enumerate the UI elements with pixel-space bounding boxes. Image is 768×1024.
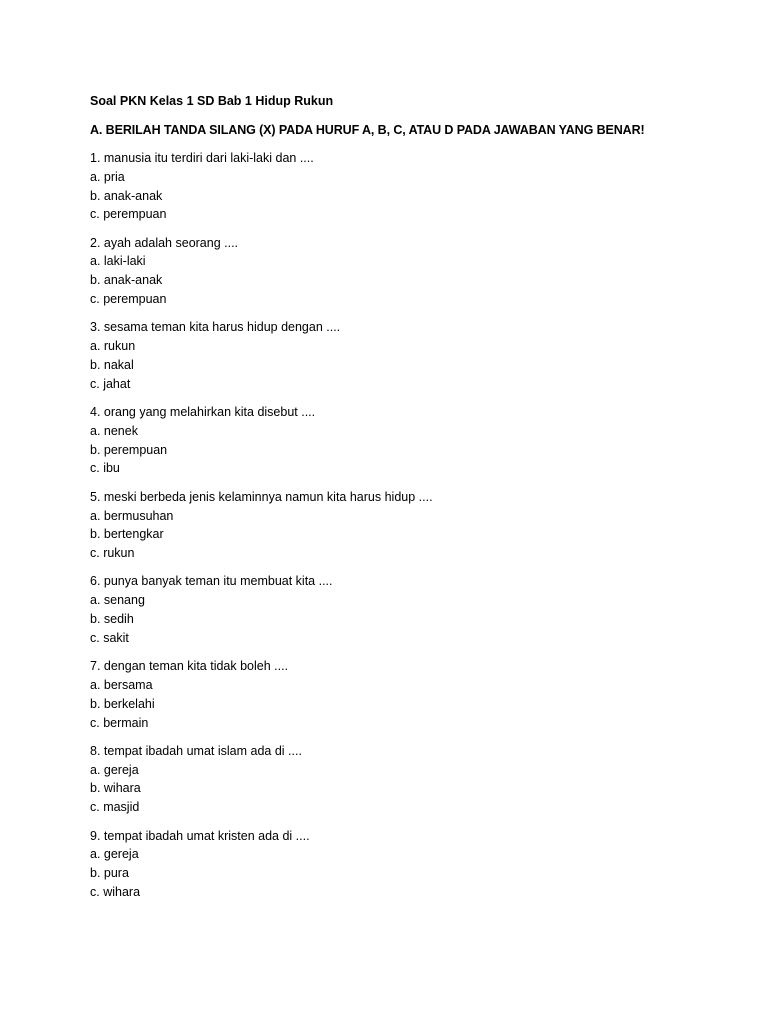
answer-option: c. ibu	[90, 461, 120, 476]
answer-option: c. perempuan	[90, 292, 167, 307]
answer-option: b. berkelahi	[90, 696, 155, 711]
answer-option: c. masjid	[90, 800, 140, 815]
answer-option: b. anak-anak	[90, 188, 163, 203]
answer-option: a. rukun	[90, 339, 136, 354]
answer-option: a. nenek	[90, 423, 138, 438]
document-page	[90, 92, 730, 902]
question-block	[90, 742, 730, 817]
question-block	[90, 403, 730, 478]
question-text: 6. punya banyak teman itu membuat kita ....	[90, 574, 333, 589]
answer-option: a. gereja	[90, 762, 139, 777]
question-text: 9. tempat ibadah umat kristen ada di ....	[90, 828, 310, 843]
question-text: 3. sesama teman kita harus hidup dengan ....	[90, 320, 341, 335]
section-heading: A. BERILAH TANDA SILANG (X) PADA HURUF A, B, C, ATAU D PADA JAWABAN YANG BENAR!	[90, 122, 645, 137]
question-text: 1. manusia itu terdiri dari laki-laki dan ....	[90, 151, 314, 165]
question-block	[90, 149, 730, 224]
document-title: Soal PKN Kelas 1 SD Bab 1 Hidup Rukun	[90, 94, 334, 108]
answer-option: c. rukun	[90, 546, 135, 561]
answer-option: b. nakal	[90, 357, 134, 372]
answer-option: c. sakit	[90, 630, 129, 645]
question-block	[90, 657, 730, 732]
answer-option: a. senang	[90, 593, 145, 608]
answer-option: b. anak-anak	[90, 273, 163, 288]
answer-option: b. wihara	[90, 781, 141, 796]
question-text: 8. tempat ibadah umat islam ada di ....	[90, 743, 302, 758]
question-text: 2. ayah adalah seorang ....	[90, 235, 239, 250]
answer-option: a. gereja	[90, 847, 139, 862]
answer-option: a. bersama	[90, 677, 153, 692]
answer-option: b. perempuan	[90, 442, 168, 457]
answer-option: c. perempuan	[90, 207, 167, 222]
answer-option: b. pura	[90, 866, 129, 881]
question-list	[90, 149, 730, 902]
question-text: 7. dengan teman kita tidak boleh ....	[90, 659, 289, 674]
answer-option: b. bertengkar	[90, 527, 164, 542]
answer-option: a. laki-laki	[90, 254, 146, 269]
question-block	[90, 234, 730, 309]
answer-option: c. wihara	[90, 884, 141, 899]
answer-option: c. jahat	[90, 376, 131, 391]
answer-option: a. bermusuhan	[90, 508, 174, 523]
question-text: 4. orang yang melahirkan kita disebut ....	[90, 405, 316, 420]
answer-option: b. sedih	[90, 612, 134, 627]
answer-option: a. pria	[90, 169, 125, 184]
question-block	[90, 827, 730, 902]
question-block	[90, 318, 730, 393]
question-block	[90, 488, 730, 563]
question-block	[90, 572, 730, 647]
question-text: 5. meski berbeda jenis kelaminnya namun kita harus hidup ....	[90, 489, 433, 504]
answer-option: c. bermain	[90, 715, 149, 730]
